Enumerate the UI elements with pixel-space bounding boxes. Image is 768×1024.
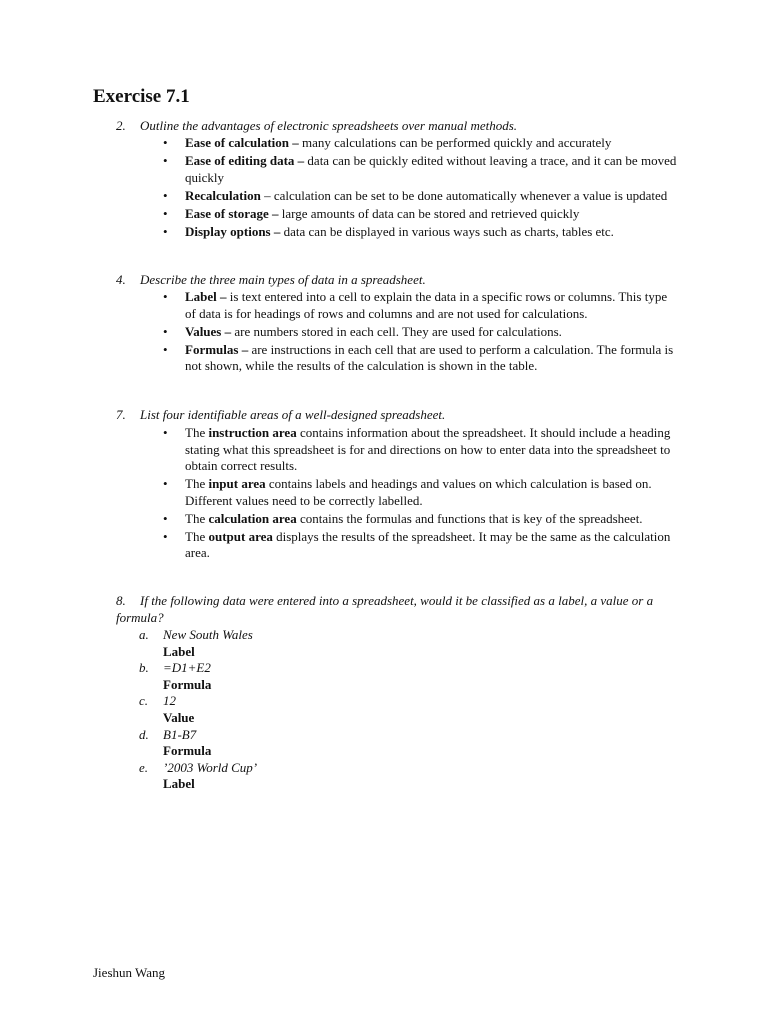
question-text: If the following data were entered into a spreadsheet, would it be classified as a label, a value or a formula? bbox=[116, 593, 654, 625]
list-item: • Ease of calculation – many calculations can be performed quickly and accurately bbox=[163, 135, 612, 150]
bullet-icon: • bbox=[163, 476, 168, 491]
list-item: • Ease of storage – large amounts of data can be stored and retrieved quickly bbox=[163, 205, 580, 221]
question-7-answers bbox=[161, 425, 681, 563]
question-text: Outline the advantages of electronic spreadsheets over manual methods. bbox=[140, 118, 518, 133]
question-7 bbox=[116, 407, 716, 424]
question-text: Describe the three main types of data in a spreadsheet. bbox=[140, 272, 426, 287]
bullet-icon: • bbox=[163, 289, 168, 304]
page-title: Exercise 7.1 bbox=[93, 86, 190, 107]
question-8-parts bbox=[139, 627, 699, 793]
list-item: • The calculation area contains the formulas and functions that is key of the spreadsheet. bbox=[163, 510, 643, 526]
sub-question-c: c. 12 Value bbox=[139, 693, 699, 726]
bullet-icon: • bbox=[163, 510, 168, 526]
question-number: 2. bbox=[116, 118, 126, 133]
list-item: • Recalculation – calculation can be set to be done automatically whenever a value is updated bbox=[163, 187, 668, 203]
sub-question-b: b. =D1+E2 Formula bbox=[139, 660, 699, 693]
bullet-icon: • bbox=[163, 425, 168, 440]
question-number: 4. bbox=[116, 272, 126, 287]
question-text: List four identifiable areas of a well-designed spreadsheet. bbox=[140, 407, 446, 422]
question-number: 7. bbox=[116, 407, 126, 422]
answer: Label bbox=[163, 776, 195, 792]
bullet-icon: • bbox=[163, 223, 168, 239]
sub-question-a: a. New South Wales Label bbox=[139, 627, 699, 660]
question-number: 8. bbox=[116, 593, 126, 608]
sub-question-d: d. B1-B7 Formula bbox=[139, 727, 699, 760]
list-item: • Label – is text entered into a cell to explain the data in a specific rows or columns. This type of data is for headings of rows and columns and are not used for calculations. bbox=[163, 289, 668, 321]
bullet-icon: • bbox=[163, 187, 168, 203]
question-4-answers bbox=[161, 289, 681, 376]
answer: Value bbox=[163, 709, 195, 725]
bullet-icon: • bbox=[163, 323, 168, 339]
list-item: • Formulas – are instructions in each cell that are used to perform a calculation. The formula is not shown, while the results of the calculation is shown in the table. bbox=[163, 341, 674, 373]
bullet-icon: • bbox=[163, 153, 168, 168]
list-item: • Display options – data can be displayed in various ways such as charts, tables etc. bbox=[163, 223, 614, 239]
bullet-icon: • bbox=[163, 528, 168, 544]
question-2-answers bbox=[161, 135, 681, 242]
bullet-icon: • bbox=[163, 341, 168, 357]
list-item: • The output area displays the results of the spreadsheet. It may be the same as the calculation area. bbox=[163, 528, 671, 560]
list-item: • Ease of editing data – data can be quickly edited without leaving a trace, and it can be moved quickly bbox=[163, 153, 677, 185]
page-footer-author: Jieshun Wang bbox=[93, 965, 166, 980]
answer: Label bbox=[163, 643, 195, 659]
list-item: • Values – are numbers stored in each cell. They are used for calculations. bbox=[163, 323, 562, 339]
list-item: • The input area contains labels and headings and values on which calculation is based on. Different values need to be correctly labelled. bbox=[163, 476, 652, 508]
question-4 bbox=[116, 272, 716, 289]
bullet-icon: • bbox=[163, 135, 168, 150]
question-2 bbox=[116, 118, 716, 135]
answer: Formula bbox=[163, 743, 212, 759]
list-item: • The instruction area contains information about the spreadsheet. It should include a heading stating what this spreadsheet is for and directions on how to enter data into the spreadsheet to obtain correct results. bbox=[163, 425, 671, 473]
sub-question-e: e. ’2003 World Cup’ Label bbox=[139, 760, 699, 793]
question-8 bbox=[116, 593, 696, 626]
answer: Formula bbox=[163, 676, 212, 692]
bullet-icon: • bbox=[163, 205, 168, 221]
